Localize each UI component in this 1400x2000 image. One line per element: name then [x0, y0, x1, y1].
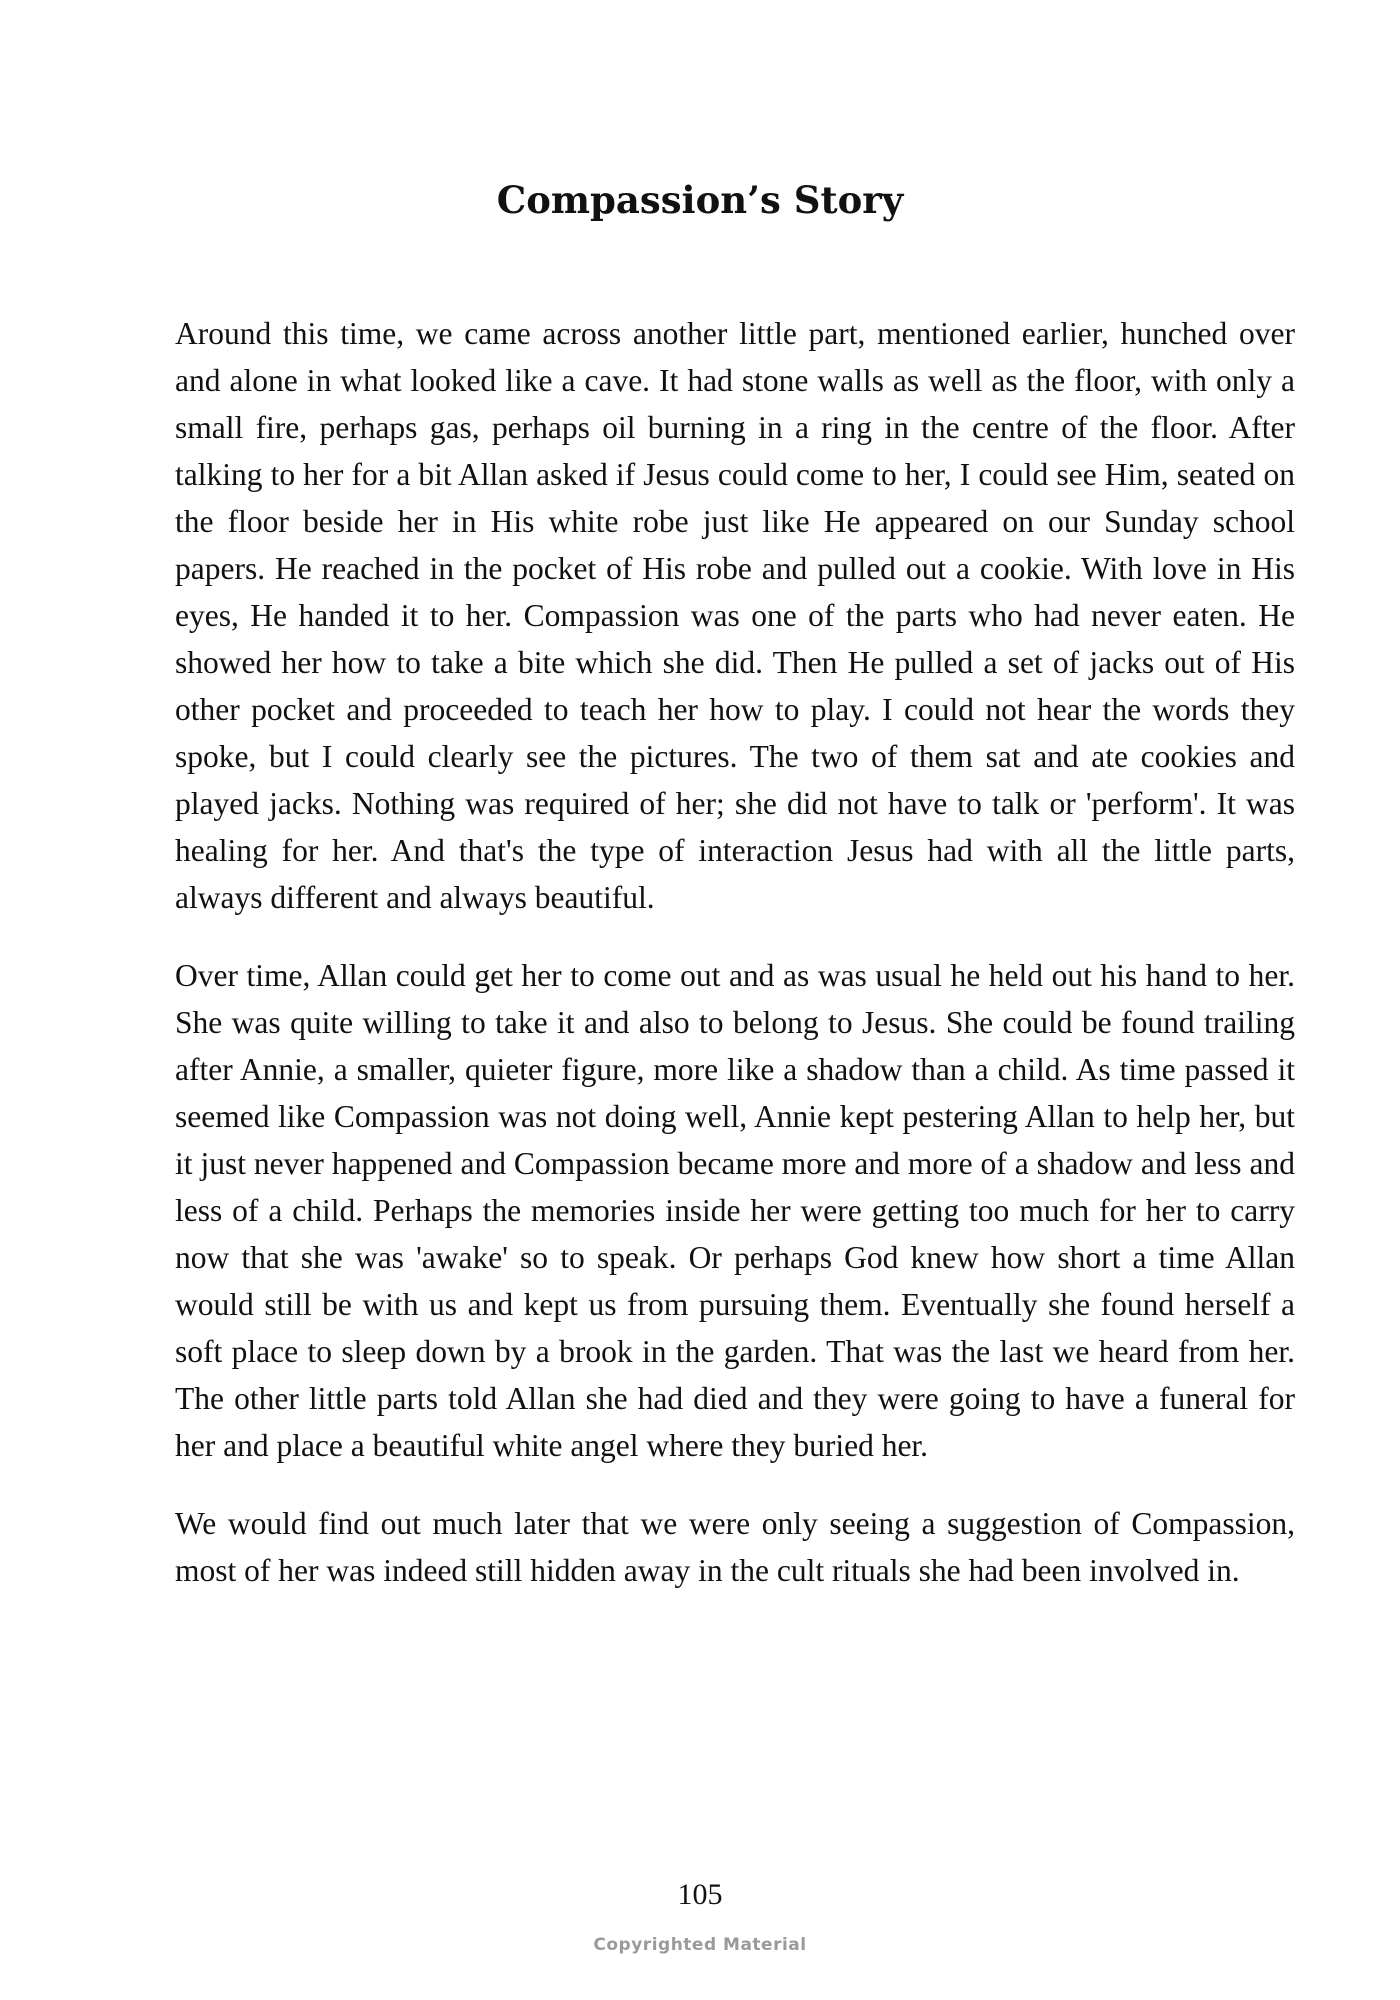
body-text	[175, 310, 1295, 1625]
paragraph-2: Over time, Allan could get her to come out and as was usual he held out his hand to her. She was quite willing to take it and also to belong to Jesus. She could be found trailing after Annie, a smaller, quieter figure, more like a shadow than a child. As time passed it seemed like Compassion was not doing well, Annie kept pestering Allan to help her, but it just never happened and Compassion became more and more of a shadow and less and less of a child. Perhaps the memories inside her were getting too much for her to carry now that she was 'awake' so to speak. Or perhaps God knew how short a time Allan would still be with us and kept us from pursuing them. Eventually she found herself a soft place to sleep down by a brook in the garden. That was the last we heard from her. The other little parts told Allan she had died and they were going to have a funeral for her and place a beautiful white angel where they buried her.	[175, 958, 1295, 1463]
copyright-watermark: Copyrighted Material	[593, 1935, 807, 1955]
paragraph-1: Around this time, we came across another little part, mentioned earlier, hunched over and alone in what looked like a cave. It had stone walls as well as the floor, with only a small fire, perhaps gas, perhaps oil burning in a ring in the centre of the floor. After talking to her for a bit Allan asked if Jesus could come to her, I could see Him, seated on the floor beside her in His white robe just like He appeared on our Sunday school papers. He reached in the pocket of His robe and pulled out a cookie. With love in His eyes, He handed it to her. Compassion was one of the parts who had never eaten. He showed her how to take a bite which she did. Then He pulled a set of jacks out of His other pocket and proceeded to teach her how to play. I could not hear the words they spoke, but I could clearly see the pictures. The two of them sat and ate cookies and played jacks. Nothing was required of her; she did not have to talk or 'perform'. It was healing for her. And that's the type of interaction Jesus had with all the little parts, always different and always beautiful.	[175, 316, 1295, 915]
paragraph-3: We would find out much later that we were only seeing a suggestion of Compassion, most of her was indeed still hidden away in the cult rituals she had been involved in.	[175, 1506, 1295, 1588]
page-title: Compassion’s Story	[496, 178, 904, 222]
page-number: 105	[677, 1878, 723, 1911]
